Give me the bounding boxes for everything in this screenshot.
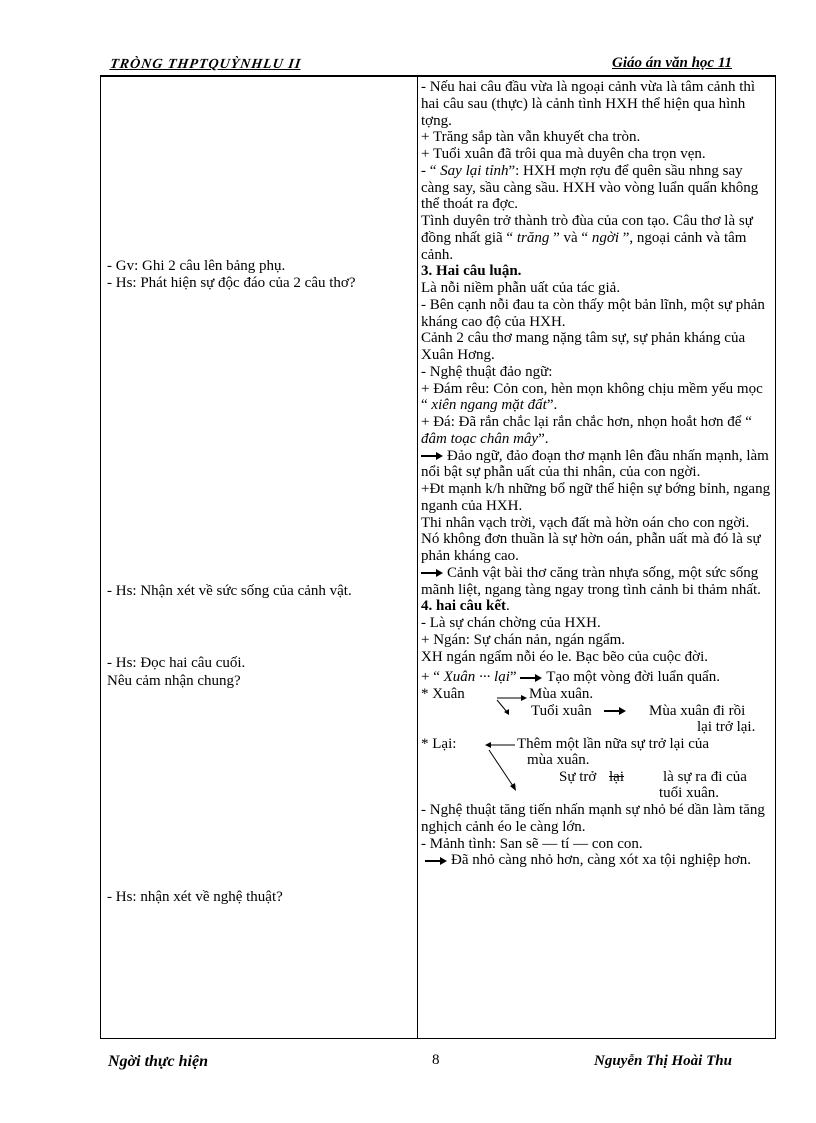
text: ”. bbox=[538, 430, 549, 447]
para bbox=[421, 381, 771, 415]
page-number: 8 bbox=[432, 1052, 440, 1068]
arrow-right-icon bbox=[421, 452, 443, 460]
text: + Đám rêu: Cỏn con, hèn mọn không chịu mềm yếu mọc “ bbox=[421, 380, 763, 414]
text: Đảo ngữ, đảo đoạn thơ mạnh lên đầu nhấn mạnh, làm nổi bật sự phẫn uất của thi nhân, của con ngời. bbox=[421, 447, 769, 481]
para: + Tuổi xuân đã trôi qua mà duyên cha trọn vẹn. bbox=[421, 146, 706, 162]
text: ” bbox=[509, 669, 517, 686]
para bbox=[421, 669, 771, 686]
text: ”. bbox=[546, 397, 558, 414]
para: - Mảnh tình: San sẽ — tí — con con. bbox=[421, 835, 643, 852]
arrow-right-icon bbox=[425, 857, 447, 865]
para: + Ngán: Sự chán nản, ngán ngẩm. bbox=[421, 631, 626, 648]
diagram-text: Tuổi xuân bbox=[531, 703, 592, 719]
para: Thi nhân vạch trời, vạch đất mà hờn oán cho con ngời. Nó không đơn thuần là sự hờn oán, phẫn uất mà đó là sự phản kháng cao. bbox=[421, 514, 761, 564]
right-content bbox=[421, 79, 771, 869]
para: XH ngán ngẩm nỗi éo le. Bạc bẽo của cuộc đời. bbox=[421, 648, 709, 665]
diagram-label: * Lại: bbox=[421, 736, 457, 752]
section-heading: 3. Hai câu luận. bbox=[421, 263, 522, 280]
para: - Bên cạnh nỗi đau ta còn thấy một bản lĩnh, một sự phản kháng cao độ của HXH. bbox=[421, 296, 765, 330]
section-heading bbox=[421, 598, 771, 615]
para bbox=[421, 213, 771, 263]
arrow-right-icon bbox=[520, 674, 542, 682]
left-question-5: - Hs: nhận xét về nghệ thuật? bbox=[107, 889, 283, 905]
header-school: TRÒNG THPTQUỲNHLU II bbox=[109, 57, 303, 72]
arrow-right-icon bbox=[604, 707, 626, 715]
quote-text: Say lại tỉnh bbox=[436, 162, 509, 179]
heading-dot: . bbox=[506, 598, 510, 615]
lai-diagram bbox=[421, 736, 771, 802]
diagram-text: tuổi xuân. bbox=[659, 785, 719, 801]
para: +Đt mạnh k/h những bổ ngữ thể hiện sự bớng bỉnh, ngang nganh của HXH. bbox=[421, 481, 771, 514]
para: Là nỗi niềm phẫn uất của tác giả. bbox=[421, 280, 621, 296]
text: Đã nhỏ càng nhỏ hơn, càng xót xa tội nghiệp hơn. bbox=[451, 852, 751, 869]
arrow-right-icon bbox=[421, 569, 443, 577]
xuan-diagram bbox=[421, 686, 771, 736]
text: + Đá: Đã rắn chắc lại rắn chắc hơn, nhọn hoắt hơn để “ bbox=[421, 414, 752, 430]
text: Tình duyên trở thành trò đùa của con tạo. Câu thơ là sự đồng nhất giã “ bbox=[421, 213, 753, 246]
para bbox=[421, 163, 771, 213]
text: ”, ngoại cảnh và tâm cảnh. bbox=[421, 229, 747, 263]
left-question-4a: - Hs: Đọc hai câu cuối. bbox=[107, 655, 246, 671]
quote-text: trăng bbox=[513, 229, 554, 246]
footer-presenter-label: Ngời thực hiện bbox=[108, 1053, 208, 1070]
text: Tạo một vòng đời luẩn quẩn. bbox=[546, 669, 721, 686]
diagram-label: * Xuân bbox=[421, 686, 465, 702]
quote-text: Xuân ··· lại bbox=[439, 669, 510, 686]
left-question-3: - Hs: Nhận xét về sức sống của cảnh vật. bbox=[107, 583, 352, 599]
text: Cảnh vật bài thơ căng tràn nhựa sống, một sức sống mãnh liệt, ngang tàng ngay trong tình cảnh bi thảm nhất. bbox=[421, 564, 761, 598]
para: - Nghệ thuật đảo ngữ: bbox=[421, 363, 553, 380]
quote: - “ bbox=[421, 162, 437, 179]
para: - Là sự chán chờng của HXH. bbox=[421, 615, 601, 631]
text: ”: HXH mợn rợu để quên sầu nhng say càng say, sầu càng sầu. HXH vào vòng luẩn quẩn không thể thoát ra đợc. bbox=[421, 162, 759, 213]
para: + Trăng sắp tàn vẫn khuyết cha tròn. bbox=[421, 129, 641, 146]
diagram-text: Sự trở bbox=[559, 769, 597, 785]
para: - Nếu hai câu đầu vừa là ngoại cảnh vừa là tâm cảnh thì hai câu sau (thực) là cảnh tình HXH thể hiện qua hình tợng. bbox=[421, 79, 756, 129]
quote-text: xiên ngang mặt đất bbox=[427, 397, 547, 414]
para bbox=[421, 448, 771, 482]
branch-arrows-icon bbox=[495, 690, 529, 716]
diagram-text: là sự ra đi của bbox=[663, 769, 747, 785]
para bbox=[421, 414, 771, 448]
quote-text: đâm toạc chân mây bbox=[421, 430, 539, 447]
diagram-text: Thêm một lần nữa sự trở lại của bbox=[517, 736, 710, 752]
left-question-2: - Hs: Phát hiện sự độc đáo của 2 câu thơ? bbox=[107, 275, 356, 291]
text: ” và “ bbox=[553, 229, 589, 246]
para bbox=[421, 852, 771, 869]
diagram-text: Mùa xuân. bbox=[529, 686, 594, 702]
header-subject: Giáo án văn học 11 bbox=[612, 55, 733, 71]
para bbox=[421, 565, 771, 599]
diagram-text: lại bbox=[609, 769, 624, 785]
para: Cảnh 2 câu thơ mang nặng tâm sự, sự phản kháng của Xuân Hơng. bbox=[421, 330, 746, 363]
quote-text: ngời bbox=[588, 229, 623, 246]
heading-text: 4. hai câu kết bbox=[421, 598, 507, 615]
diagram-text: Mùa xuân đi rồi bbox=[649, 703, 746, 719]
column-divider bbox=[417, 75, 418, 1039]
diagram-text: lại trở lại. bbox=[697, 719, 756, 735]
para: - Nghệ thuật tăng tiến nhấn mạnh sự nhỏ bé dần làm tăng nghịch cảnh éo le càng lớn. bbox=[421, 802, 765, 835]
left-question-4b: Nêu cảm nhận chung? bbox=[107, 673, 241, 689]
text: + “ bbox=[421, 669, 440, 686]
diagram-text: mùa xuân. bbox=[527, 752, 590, 768]
left-question-1: - Gv: Ghi 2 câu lên bảng phụ. bbox=[107, 258, 286, 274]
footer-author: Nguyễn Thị Hoài Thu bbox=[594, 1053, 732, 1069]
